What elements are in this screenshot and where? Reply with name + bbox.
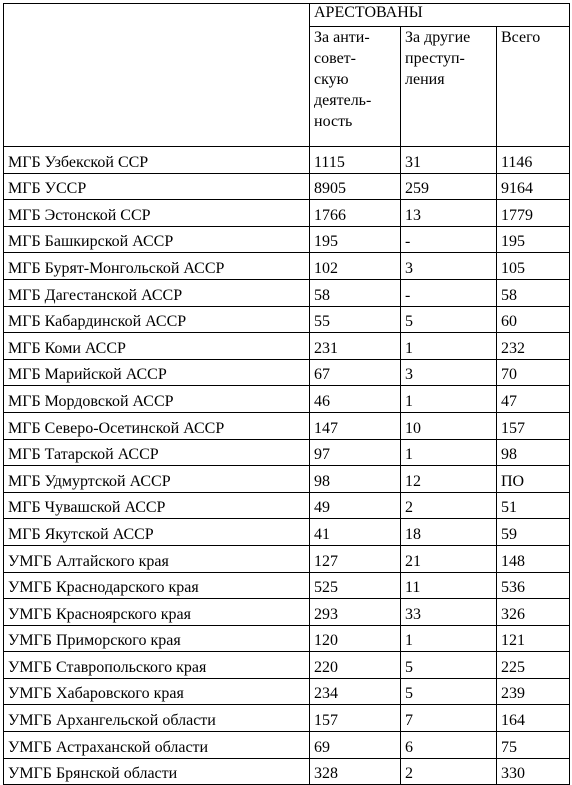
anti-soviet-cell: 67 xyxy=(310,359,401,386)
other-crimes-cell: 1 xyxy=(401,386,497,413)
total-cell: 536 xyxy=(497,572,570,599)
region-cell: МГБ УССР xyxy=(4,173,310,200)
total-cell: 148 xyxy=(497,545,570,572)
region-cell: УМГБ Ставропольского края xyxy=(4,652,310,679)
other-crimes-cell: - xyxy=(401,279,497,306)
region-cell: УМГБ Архангельской области xyxy=(4,705,310,732)
total-cell: 195 xyxy=(497,226,570,253)
other-crimes-cell: 18 xyxy=(401,519,497,546)
region-cell: МГБ Северо-Осетинской АССР xyxy=(4,412,310,439)
region-cell: МГБ Мордовской АССР xyxy=(4,386,310,413)
other-crimes-cell: 3 xyxy=(401,359,497,386)
table-row xyxy=(4,173,570,200)
anti-soviet-cell: 328 xyxy=(310,758,401,785)
anti-soviet-cell: 231 xyxy=(310,333,401,360)
other-crimes-cell: 12 xyxy=(401,466,497,493)
table-row xyxy=(4,705,570,732)
total-cell: 51 xyxy=(497,492,570,519)
other-crimes-cell: - xyxy=(401,226,497,253)
other-crimes-cell: 1 xyxy=(401,625,497,652)
other-crimes-cell: 7 xyxy=(401,705,497,732)
other-crimes-cell: 21 xyxy=(401,545,497,572)
total-cell: 330 xyxy=(497,758,570,785)
other-crimes-cell: 33 xyxy=(401,599,497,626)
total-cell: 326 xyxy=(497,599,570,626)
other-crimes-cell: 6 xyxy=(401,732,497,759)
anti-soviet-cell: 102 xyxy=(310,253,401,280)
anti-soviet-cell: 98 xyxy=(310,466,401,493)
table-row xyxy=(4,359,570,386)
total-cell: 9164 xyxy=(497,173,570,200)
anti-soviet-cell: 55 xyxy=(310,306,401,333)
region-cell: УМГБ Брянской области xyxy=(4,758,310,785)
other-crimes-cell: 10 xyxy=(401,412,497,439)
other-crimes-cell: 31 xyxy=(401,147,497,174)
region-cell: МГБ Дагестанской АССР xyxy=(4,279,310,306)
total-cell: 232 xyxy=(497,333,570,360)
anti-soviet-header-text: За анти- совет- скую деятель- ность xyxy=(314,29,372,130)
total-cell: ПО xyxy=(497,466,570,493)
total-cell: 157 xyxy=(497,412,570,439)
region-cell: МГБ Узбекской ССР xyxy=(4,147,310,174)
total-cell: 58 xyxy=(497,279,570,306)
total-cell: 70 xyxy=(497,359,570,386)
table-row xyxy=(4,732,570,759)
empty-corner-cell xyxy=(4,4,310,147)
table-row xyxy=(4,758,570,785)
anti-soviet-cell: 1115 xyxy=(310,147,401,174)
region-cell: УМГБ Приморского края xyxy=(4,625,310,652)
total-cell: 59 xyxy=(497,519,570,546)
region-cell: МГБ Коми АССР xyxy=(4,333,310,360)
table-body xyxy=(4,4,570,785)
region-cell: МГБ Бурят-Монгольской АССР xyxy=(4,253,310,280)
table-row xyxy=(4,678,570,705)
table-row xyxy=(4,625,570,652)
other-crimes-cell: 3 xyxy=(401,253,497,280)
arrested-group-header: АРЕСТОВАНЫ xyxy=(310,4,570,27)
anti-soviet-cell: 127 xyxy=(310,545,401,572)
total-cell: 1146 xyxy=(497,147,570,174)
total-cell: 121 xyxy=(497,625,570,652)
region-cell: МГБ Кабардинской АССР xyxy=(4,306,310,333)
other-crimes-cell: 5 xyxy=(401,306,497,333)
region-cell: УМГБ Хабаровского края xyxy=(4,678,310,705)
region-cell: МГБ Башкирской АССР xyxy=(4,226,310,253)
other-crimes-cell: 13 xyxy=(401,200,497,227)
table-row xyxy=(4,439,570,466)
total-cell: 75 xyxy=(497,732,570,759)
anti-soviet-cell: 293 xyxy=(310,599,401,626)
table-row xyxy=(4,200,570,227)
anti-soviet-cell: 157 xyxy=(310,705,401,732)
anti-soviet-cell: 1766 xyxy=(310,200,401,227)
region-cell: МГБ Чувашской АССР xyxy=(4,492,310,519)
total-cell: 239 xyxy=(497,678,570,705)
table-row xyxy=(4,147,570,174)
table-row xyxy=(4,279,570,306)
anti-soviet-cell: 46 xyxy=(310,386,401,413)
anti-soviet-cell: 41 xyxy=(310,519,401,546)
region-cell: УМГБ Астраханской области xyxy=(4,732,310,759)
anti-soviet-cell: 220 xyxy=(310,652,401,679)
table-row xyxy=(4,412,570,439)
anti-soviet-cell: 97 xyxy=(310,439,401,466)
total-cell: 60 xyxy=(497,306,570,333)
table-row xyxy=(4,226,570,253)
table-row xyxy=(4,253,570,280)
table-row xyxy=(4,572,570,599)
region-cell: МГБ Татарской АССР xyxy=(4,439,310,466)
other-crimes-cell: 259 xyxy=(401,173,497,200)
region-cell: МГБ Якутской АССР xyxy=(4,519,310,546)
table-row xyxy=(4,306,570,333)
table-row xyxy=(4,652,570,679)
anti-soviet-cell: 234 xyxy=(310,678,401,705)
other-crimes-header xyxy=(401,27,497,147)
other-crimes-cell: 5 xyxy=(401,678,497,705)
anti-soviet-cell: 525 xyxy=(310,572,401,599)
region-cell: МГБ Удмуртской АССР xyxy=(4,466,310,493)
table-row xyxy=(4,492,570,519)
other-crimes-cell: 11 xyxy=(401,572,497,599)
table-row xyxy=(4,333,570,360)
region-cell: УМГБ Красноярского края xyxy=(4,599,310,626)
total-cell: 164 xyxy=(497,705,570,732)
other-crimes-cell: 1 xyxy=(401,333,497,360)
anti-soviet-cell: 69 xyxy=(310,732,401,759)
region-cell: УМГБ Краснодарского края xyxy=(4,572,310,599)
region-cell: МГБ Эстонской ССР xyxy=(4,200,310,227)
table-row xyxy=(4,519,570,546)
table-row xyxy=(4,599,570,626)
table-row xyxy=(4,545,570,572)
anti-soviet-cell: 49 xyxy=(310,492,401,519)
total-cell: 225 xyxy=(497,652,570,679)
total-cell: 105 xyxy=(497,253,570,280)
anti-soviet-cell: 195 xyxy=(310,226,401,253)
other-crimes-cell: 5 xyxy=(401,652,497,679)
other-crimes-cell: 2 xyxy=(401,492,497,519)
region-cell: УМГБ Алтайского края xyxy=(4,545,310,572)
region-cell: МГБ Марийской АССР xyxy=(4,359,310,386)
arrests-table xyxy=(3,3,570,785)
other-crimes-cell: 1 xyxy=(401,439,497,466)
total-header-text: Всего xyxy=(501,29,541,46)
total-cell: 98 xyxy=(497,439,570,466)
header-row-group xyxy=(4,4,570,27)
table-row xyxy=(4,386,570,413)
total-cell: 47 xyxy=(497,386,570,413)
table-row xyxy=(4,466,570,493)
anti-soviet-cell: 147 xyxy=(310,412,401,439)
anti-soviet-cell: 8905 xyxy=(310,173,401,200)
other-crimes-cell: 2 xyxy=(401,758,497,785)
anti-soviet-cell: 120 xyxy=(310,625,401,652)
other-crimes-header-text: За другие преступ- ления xyxy=(405,29,471,88)
anti-soviet-cell: 58 xyxy=(310,279,401,306)
anti-soviet-header xyxy=(310,27,401,147)
total-header xyxy=(497,27,570,147)
total-cell: 1779 xyxy=(497,200,570,227)
